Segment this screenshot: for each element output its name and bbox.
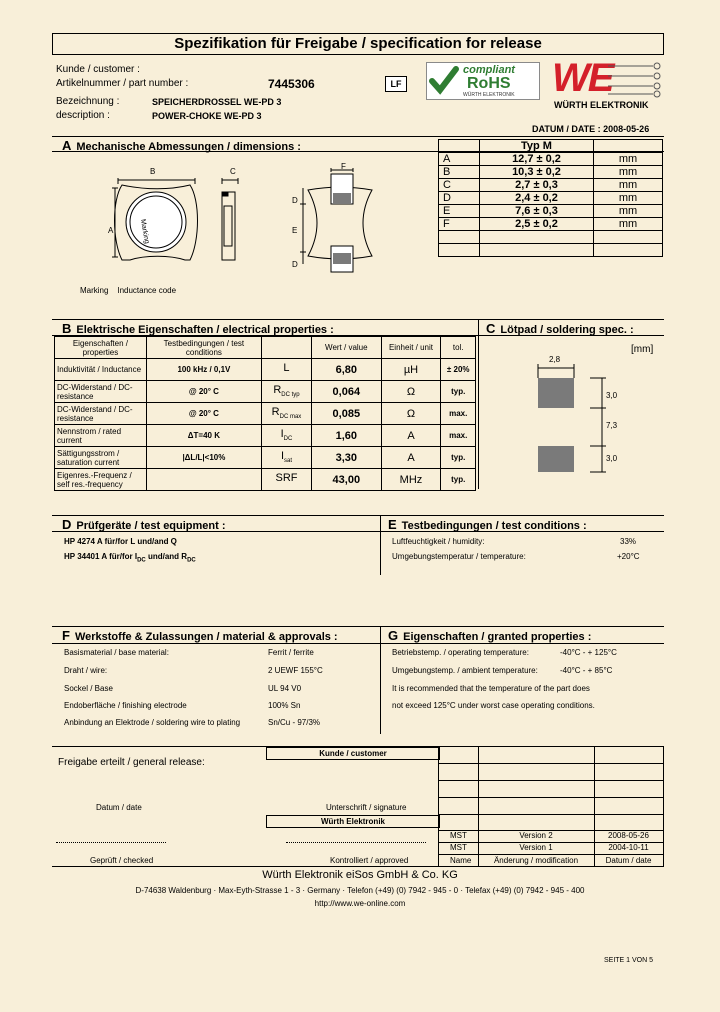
page-title: Spezifikation für Freigabe / specification for release [174,35,542,52]
footer-address: D-74638 Waldenburg · Max-Eyth-Strasse 1 - 3 · Germany · Telefon (+49) (0) 7942 - 945 - 0 · Telefax (+49) (0) 7942 - 945 - 400 [135,886,585,895]
title-box [52,33,664,55]
release-date-label: Datum / date [96,803,142,812]
page-number: SEITE 1 VON 5 [604,957,654,964]
rohs-logo [426,62,540,100]
rev-header-date: Datum / date [605,856,652,865]
dim-label-e: E [292,226,298,235]
table-row: Induktivität / Inductance 100 kHz / 0,1V L 6,80 µH ± 20% [55,359,476,381]
temperature-label: Umgebungstemperatur / temperature: [392,552,526,561]
table-row: B 10,3 ± 0,2 mm [439,166,663,179]
dim-label-c: C [230,167,236,176]
rev-name-0: MST [450,831,467,840]
we-header: Würth Elektronik [266,815,440,828]
equipment-line-2: HP 34401 A für/for $I_{DC}$ und/and $R_{DC}$ [64,552,196,564]
humidity-label: Luftfeuchtigkeit / humidity: [392,537,485,546]
rev-name-1: MST [450,843,467,852]
we-logo [548,56,668,110]
circuit-lines-icon [608,60,668,100]
signature-label: Unterschrift / signature [326,803,407,812]
rev-header-name: Name [450,856,472,865]
footer-url[interactable]: http://www.we-online.com [314,899,406,908]
equipment-line-1: HP 4274 A für/for L und/and Q [64,537,177,546]
table-row: Nennstrom / rated current ΔT=40 K $I_{DC}$ 1,60 A max. [55,425,476,447]
dim-label-b: B [150,167,156,176]
pad-height-label: 3,0 [606,391,618,400]
table-row: F 2,5 ± 0,2 mm [439,218,663,231]
table-row: Sättigungsstrom / saturation current |ΔL/L|<10% $I_{sat}$ 3,30 A typ. [55,447,476,469]
dim-label-d-top: D [292,196,298,205]
dimension-drawing [60,160,430,290]
description-value: POWER-CHOKE WE-PD 3 [152,111,262,121]
rev-change-1: Version 1 [519,843,553,852]
footer-company: Würth Elektronik eiSos GmbH & Co. KG [262,869,458,881]
operating-temp-value: -40°C - + 125°C [560,648,617,657]
designation-value: SPEICHERDROSSEL WE-PD 3 [152,97,282,107]
rohs-subtext: WÜRTH ELEKTRONIK [463,92,515,98]
rev-date-1: 2004-10-11 [608,843,649,852]
pad-gap-label: 7,3 [606,421,618,430]
lf-badge: LF [385,76,407,92]
table-row: C 2,7 ± 0,3 mm [439,179,663,192]
rev-header-change: Änderung / modification [493,856,579,865]
operating-temp-label: Betriebstemp. / operating temperature: [392,648,529,657]
customer-header: Kunde / customer [266,747,440,760]
section-d-title: D Prüfgeräte / test equipment : [62,517,226,532]
customer-label: Kunde / customer : [56,64,140,75]
document-date: DATUM / DATE : 2008-05-26 [532,124,650,134]
dim-label-f: F [341,162,346,171]
we-company-name: WÜRTH ELEKTRONIK [554,100,649,110]
part-number-value: 7445306 [268,77,315,91]
table-row: E 7,6 ± 0,3 mm [439,205,663,218]
marking-caption: Marking Inductance code [80,286,177,295]
dotted-line-1 [56,842,166,843]
material-value-1: 2 UEWF 155°C [268,666,323,675]
section-a-title: A Mechanische Abmessungen / dimensions : [62,138,301,153]
temperature-note-2: not exceed 125°C under worst case operating conditions. [392,701,595,710]
dim-label-a: A [108,226,114,235]
material-label-2: Sockel / Base [64,684,113,693]
solder-unit: [mm] [631,344,654,355]
rohs-text: RoHS [467,75,511,92]
material-label-0: Basismaterial / base material: [64,648,169,657]
rev-date-0: 2008-05-26 [608,831,649,840]
description-label: description : [56,110,110,121]
release-label: Freigabe erteilt / general release: [58,757,205,768]
dim-label-d-bottom: D [292,260,298,269]
approved-label: Kontrolliert / approved [330,856,409,865]
ambient-temp-value: -40°C - + 85°C [560,666,613,675]
dimension-table [438,139,663,257]
material-label-4: Anbindung an Elektrode / soldering wire to plating [64,718,241,727]
electrical-table: Eigenschaften / properties Testbedingungen / test conditions Wert / value Einheit / unit tol. Induktivität / Inductance 100 kHz / 0,1V L 6,80 µH ± 20% DC-Widerstand / DC-resistance @ 20° C $R_{DC typ}$ 0,064 Ω typ. DC-Widerstand / DC-resistance @ 20° C $R_{DC max}$ 0,085 Ω max. Nennstrom / rated current ΔT=40 K $I_{DC}$ 1,60 A max. Sättigungsstrom / saturation current |ΔL/L|<10% $I_{sat}$ 3,30 A typ. Eigenres.-Frequenz / self res.-frequency SRF 43,00 MHz typ. [54,336,476,491]
humidity-value: 33% [620,537,637,546]
part-number-label: Artikelnummer / part number : [56,78,189,89]
rev-change-0: Version 2 [519,831,553,840]
material-value-3: 100% Sn [268,701,301,710]
marking-on-part: Marking [138,218,151,245]
material-value-2: UL 94 V0 [268,684,302,693]
we-logo-mark: WE [552,56,613,100]
designation-label: Bezeichnung : [56,96,120,107]
section-c-title: C Lötpad / soldering spec. : [486,321,634,336]
type-header: Typ M [480,140,594,153]
dotted-line-2 [286,842,426,843]
table-row: D 2,4 ± 0,2 mm [439,192,663,205]
ambient-temp-label: Umgebungstemp. / ambient temperature: [392,666,538,675]
section-g-title: G Eigenschaften / granted properties : [388,628,592,643]
pad-height-label-2: 3,0 [606,454,618,463]
material-value-0: Ferrit / ferrite [268,648,314,657]
temperature-value: +20°C [617,552,640,561]
material-label-1: Draht / wire: [64,666,108,675]
section-b-title: B Elektrische Eigenschaften / electrical properties : [62,321,334,336]
pad-width-label: 2,8 [549,355,561,364]
material-label-3: Endoberfläche / finishing electrode [64,701,187,710]
rohs-compliant-text: compliant [463,64,515,76]
table-row: A 12,7 ± 0,2 mm [439,153,663,166]
material-value-4: Sn/Cu - 97/3% [268,718,321,727]
table-row: DC-Widerstand / DC-resistance @ 20° C $R_{DC typ}$ 0,064 Ω typ. [55,381,476,403]
checkmark-icon [429,65,459,95]
table-row: Eigenres.-Frequenz / self res.-frequency SRF 43,00 MHz typ. [55,469,476,491]
table-row: DC-Widerstand / DC-resistance @ 20° C $R_{DC max}$ 0,085 Ω max. [55,403,476,425]
section-e-title: E Testbedingungen / test conditions : [388,517,587,532]
temperature-note-1: It is recommended that the temperature of the part does [392,684,590,693]
checked-label: Geprüft / checked [90,856,154,865]
section-f-title: F Werkstoffe & Zulassungen / material & approvals : [62,628,338,643]
